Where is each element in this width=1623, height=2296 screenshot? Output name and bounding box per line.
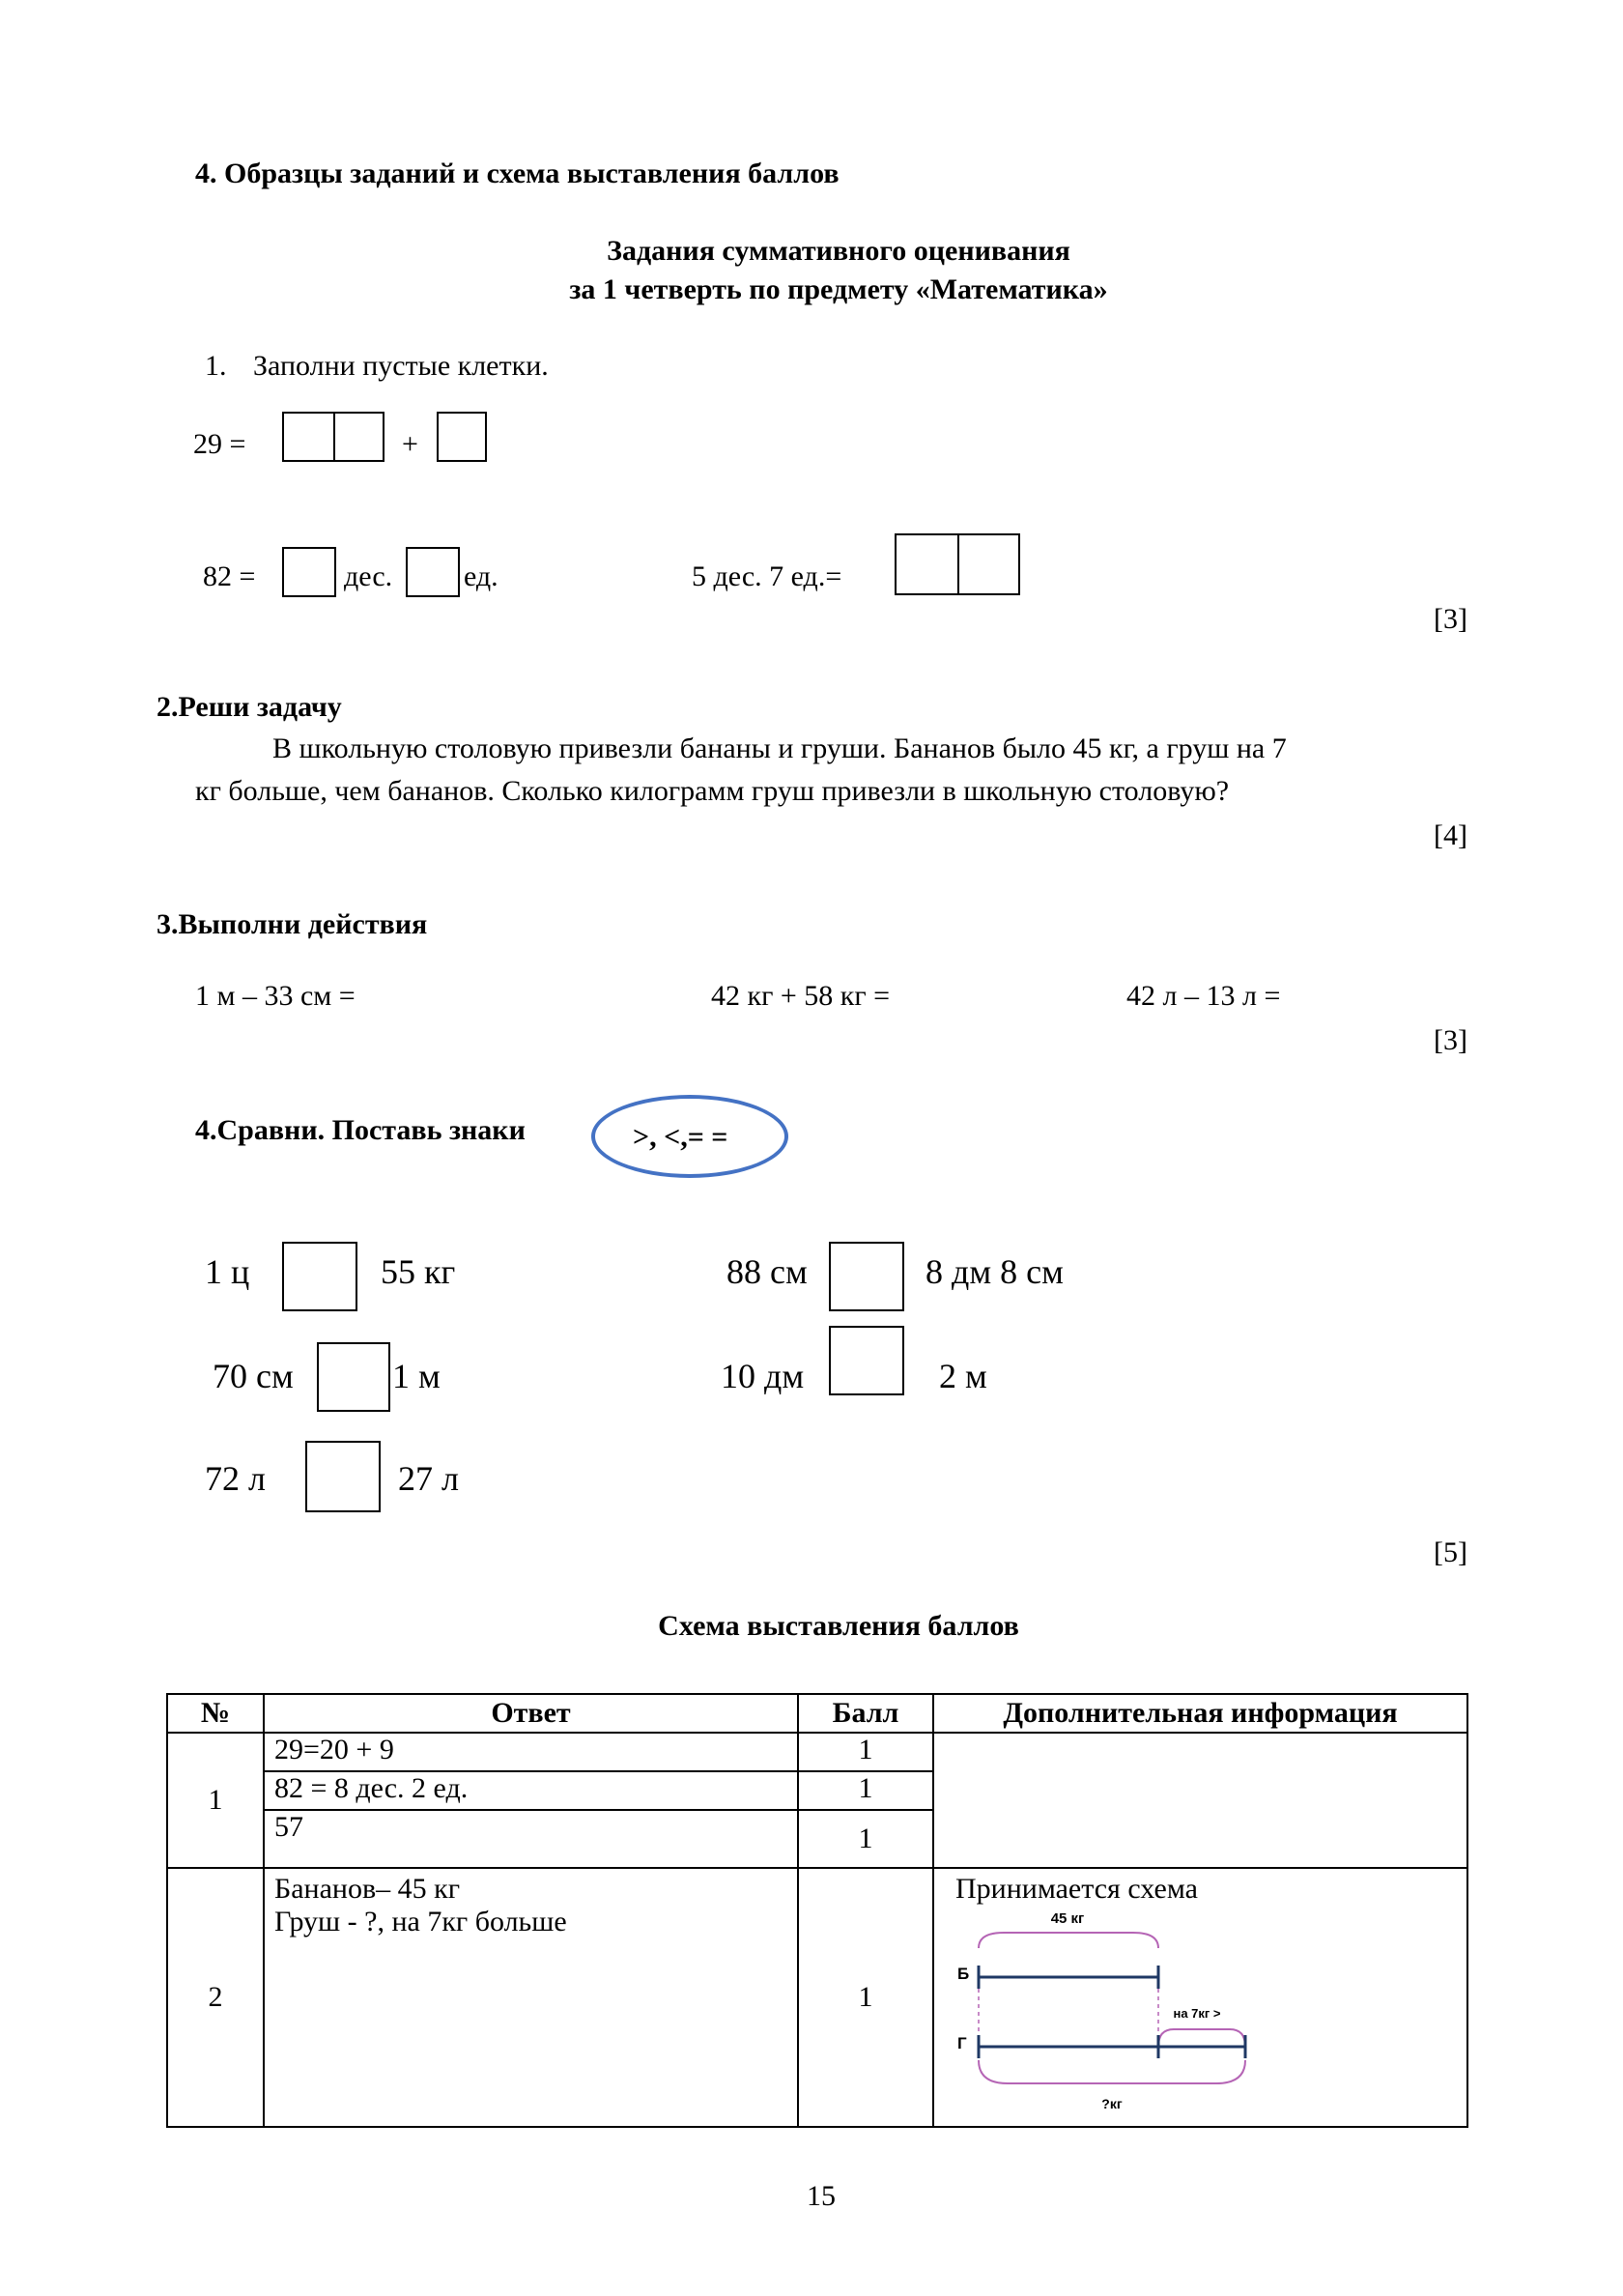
task3-score: [3]	[1434, 1024, 1467, 1056]
task2-line2: кг больше, чем бананов. Сколько килограмм груш привезли в школьную столовую?	[195, 775, 1230, 807]
scheme-title: Схема выставления баллов	[658, 1610, 1019, 1642]
row1-answer-1: 29=20 + 9	[264, 1733, 798, 1771]
task4-heading: 4.Сравни. Поставь знаки	[195, 1114, 526, 1146]
task1-number: 1.	[205, 350, 227, 382]
task3-heading: 3.Выполни действия	[157, 908, 428, 940]
eq2-units-label: ед.	[464, 560, 498, 592]
header-info: Дополнительная информация	[933, 1694, 1467, 1733]
cmp3-box[interactable]	[317, 1342, 390, 1412]
cmp1-right: 55 кг	[381, 1252, 456, 1291]
cmp2-box[interactable]	[829, 1242, 904, 1311]
row1-points-1: 1	[798, 1733, 933, 1771]
cmp1-left: 1 ц	[205, 1252, 250, 1291]
eq2-tens-box[interactable]	[282, 547, 336, 597]
header-number: №	[167, 1694, 264, 1733]
row2-number: 2	[167, 1868, 264, 2127]
brace-more	[1158, 2029, 1245, 2047]
brace-total	[979, 2060, 1245, 2083]
header-answer: Ответ	[264, 1694, 798, 1733]
row2-answer-line1: Бананов– 45 кг	[274, 1873, 461, 1905]
diagram-label-g: Г	[957, 2034, 967, 2052]
row2-answer-line2: Груш - ?, на 7кг больше	[274, 1906, 567, 1937]
cmp2-right: 8 дм 8 см	[925, 1252, 1064, 1291]
cmp5-box[interactable]	[305, 1441, 381, 1512]
row1-points-3: 1	[798, 1810, 933, 1868]
task1-score: [3]	[1434, 603, 1467, 635]
brace-top	[979, 1933, 1158, 1948]
eq3-two-digit-box[interactable]	[895, 533, 1020, 595]
row2-info	[933, 1868, 1467, 2127]
eq1-left: 29 =	[193, 428, 246, 460]
row1-number: 1	[167, 1733, 264, 1868]
row1-points-2: 1	[798, 1771, 933, 1810]
diagram-label-total: ?кг	[1101, 2096, 1123, 2111]
table-header-row	[167, 1694, 1467, 1733]
cmp5-right: 27 л	[398, 1459, 459, 1498]
diagram-label-more: на 7кг >	[1173, 2006, 1221, 2021]
row2-points: 1	[798, 1868, 933, 2127]
diagram-label-b: Б	[957, 1965, 970, 1983]
task2-line1: В школьную столовую привезли бананы и груши. Бананов было 45 кг, а груш на 7	[272, 732, 1287, 764]
header-points: Балл	[798, 1694, 933, 1733]
table-row	[167, 1733, 1467, 1771]
cmp5-left: 72 л	[205, 1459, 266, 1498]
task2-heading: 2.Реши задачу	[157, 691, 342, 723]
cmp4-left: 10 дм	[721, 1357, 805, 1395]
task1-instruction: Заполни пустые клетки.	[253, 350, 549, 382]
eq2-units-box[interactable]	[406, 547, 460, 597]
task4-score: [5]	[1434, 1536, 1467, 1568]
task3-expr2: 42 кг + 58 кг =	[711, 980, 891, 1012]
eq1-plus: +	[402, 428, 418, 460]
section-heading: 4. Образцы заданий и схема выставления баллов	[195, 158, 840, 189]
doc-title-line1: Задания суммативного оценивания	[607, 235, 1070, 267]
diagram-label-top: 45 кг	[1050, 1910, 1085, 1927]
scoring-table	[166, 1693, 1468, 2128]
eq1-one-digit-box[interactable]	[437, 412, 487, 462]
page-number: 15	[807, 2180, 836, 2212]
table-row	[167, 1868, 1467, 2127]
cmp4-right: 2 м	[939, 1357, 987, 1395]
cmp2-left: 88 см	[726, 1252, 808, 1291]
eq1-two-digit-box[interactable]	[282, 412, 384, 462]
row1-info	[933, 1733, 1467, 1868]
cmp1-box[interactable]	[282, 1242, 357, 1311]
bar-scheme-diagram	[944, 1906, 1292, 2126]
cmp4-box[interactable]	[829, 1326, 904, 1395]
doc-title-line2: за 1 четверть по предмету «Математика»	[569, 273, 1108, 305]
eq2-tens-label: дес.	[344, 560, 393, 592]
eq2-left: 82 =	[203, 560, 256, 592]
task3-expr3: 42 л – 13 л =	[1126, 980, 1281, 1012]
cmp3-left: 70 см	[213, 1357, 294, 1395]
row2-answer	[264, 1868, 798, 2127]
cmp3-right: 1 м	[392, 1357, 441, 1395]
eq3-left: 5 дес. 7 ед.=	[692, 560, 842, 592]
row1-answer-2: 82 = 8 дес. 2 ед.	[264, 1771, 798, 1810]
row2-info-text: Принимается схема	[955, 1873, 1198, 1905]
task2-score: [4]	[1434, 819, 1467, 851]
task3-expr1: 1 м – 33 см =	[195, 980, 356, 1012]
task4-signs: >, <,= =	[633, 1121, 728, 1153]
row1-answer-3: 57	[264, 1810, 798, 1868]
